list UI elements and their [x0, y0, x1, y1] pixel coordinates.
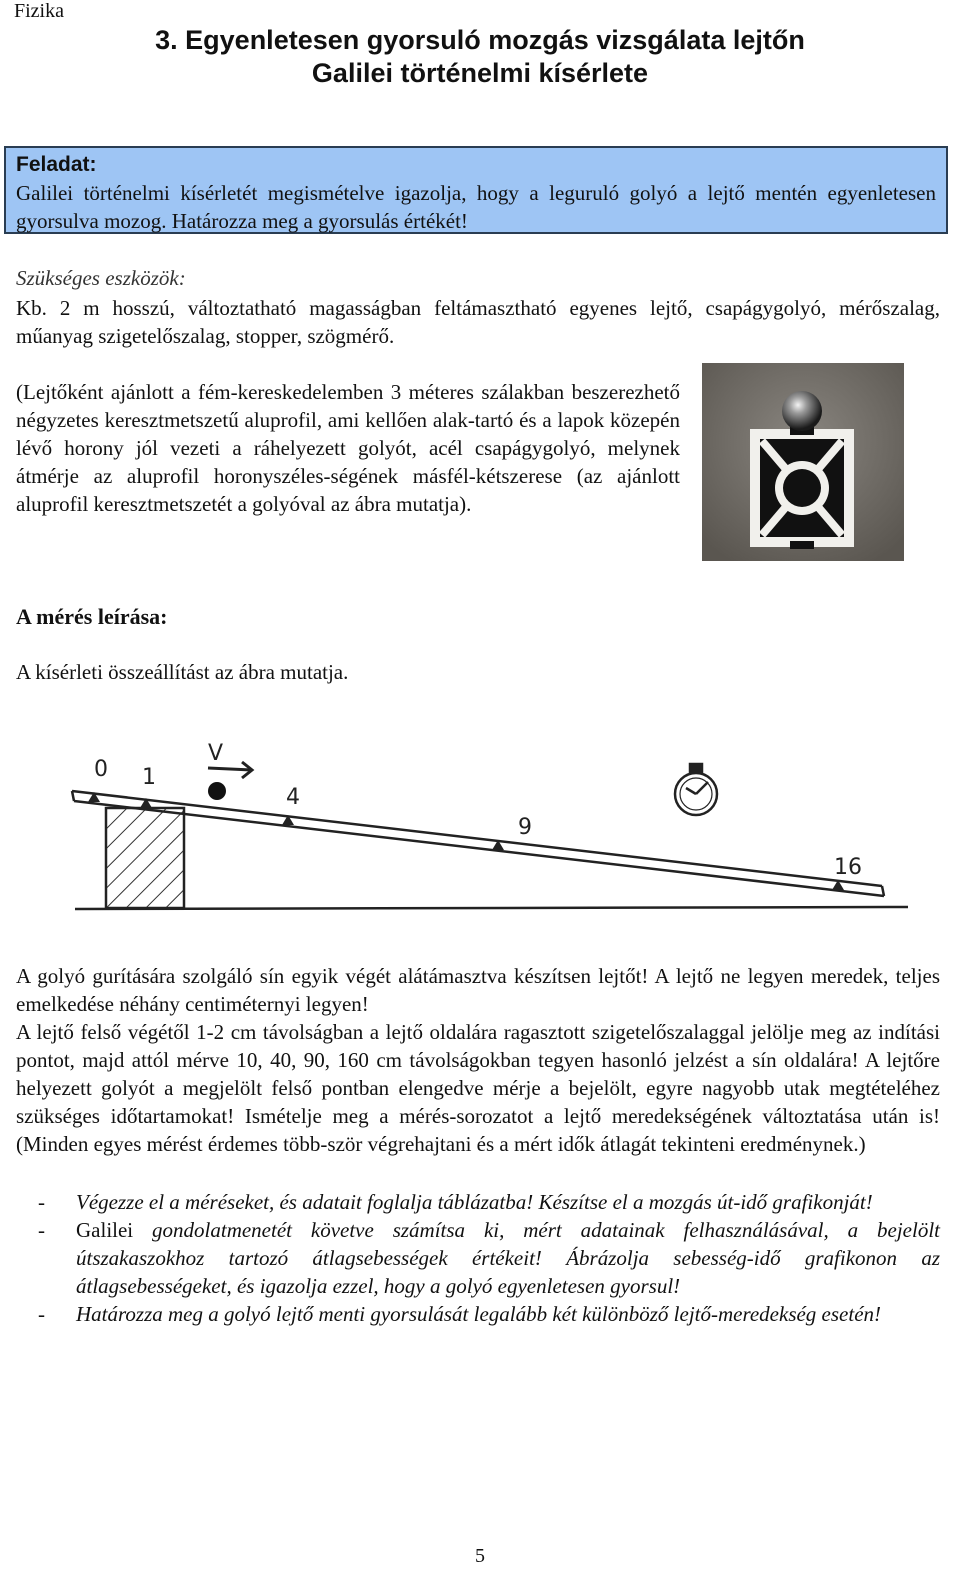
task-text: Galilei történelmi kísérletét megismételve igazolja, hogy a leguruló golyó a lejtő mentén egyenletesen gyorsulva mozog. Határozza meg a gyorsulás értékét! — [16, 181, 936, 233]
aluprofile-photo — [702, 363, 904, 561]
task-heading: Feladat: — [16, 153, 97, 176]
title-line-2: Galilei történelmi kísérlete — [311, 58, 649, 88]
velocity-label: V — [208, 741, 224, 766]
mark-16-label: 16 — [834, 855, 862, 880]
list-item-text: Határozza meg a golyó lejtő menti gyorsulását legalább két különböző lejtő-meredekség esetén! — [76, 1302, 882, 1326]
stopwatch-icon — [675, 764, 717, 815]
ground-line — [75, 907, 908, 909]
ball-icon — [208, 782, 226, 800]
incline-rail — [72, 791, 884, 896]
list-item — [16, 1216, 940, 1300]
page-title — [0, 24, 960, 90]
list-item — [16, 1300, 940, 1328]
list-dash: - — [38, 1302, 45, 1326]
list-dash: - — [38, 1190, 45, 1214]
title-line-1: 3. Egyenletesen gyorsuló mozgás vizsgálata lejtőn — [155, 25, 805, 55]
page-number: 5 — [475, 1545, 485, 1567]
mark-4-label: 4 — [286, 785, 300, 810]
procedure-paragraph-1: A golyó gurítására szolgáló sín egyik végét alátámasztva készítsen lejtőt! A lejtő ne legyen meredek, teljes emelkedése néhány centiméternyi legyen! — [16, 964, 940, 1016]
aluprofile-note: (Lejtőként ajánlott a fém-kereskedelemben 3 méteres szálakban beszerezhető négyzetes keresztmetszetű aluprofil, ami kellően alak-tartó és a lapok közepén lévő horony jól vezeti a ráhelyezett golyót, acél csapágygolyó, melynek átmérje az aluprofil horonyszéles-ségének másfél-kétszerese (az ajánlott aluprofil keresztmetszetét a golyóval az ábra mutatja). — [16, 380, 680, 516]
list-item-text: gondolatmenetét követve számítsa ki, mért adatainak felhasználásával, a bejelölt útszakaszokhoz tartozó átlagsebességek értékeit! Ábrázolja sebesség-idő grafikonon az átlagsebességeket, és igazolja ezzel, hogy a golyó egyenletesen gyorsul! — [76, 1218, 940, 1298]
list-dash: - — [38, 1218, 45, 1242]
task-box — [4, 146, 948, 234]
procedure-text — [16, 962, 940, 1158]
list-item-text: Végezze el a méréseket, és adatait foglalja táblázatba! Készítse el a mozgás út-idő grafikonját! — [76, 1190, 873, 1214]
list-item — [16, 1188, 940, 1216]
tools-heading: Szükséges eszközök: — [16, 266, 186, 290]
subject-header: Fizika — [14, 0, 64, 22]
tools-text: Kb. 2 m hosszú, változtatható magasságban feltámasztható egyenes lejtő, csapágygolyó, mérőszalag, műanyag szigetelőszalag, stopper, szögmérő. — [16, 296, 940, 348]
measurement-intro: A kísérleti összeállítást az ábra mutatja. — [16, 660, 349, 684]
task-list — [16, 1188, 940, 1328]
mark-0-label: 0 — [94, 757, 108, 782]
support-block — [106, 808, 184, 908]
measurement-heading: A mérés leírása: — [16, 604, 168, 629]
incline-diagram — [40, 736, 920, 966]
procedure-paragraph-2: A lejtő felső végétől 1-2 cm távolságban a lejtő oldalára ragasztott szigetelőszalaggal jelölje meg az indítási pontot, majd attól mérve 10, 40, 90, 160 cm távolságokban tegyen hasonló jelzést a sín oldalára! A lejtőre helyezett golyót a megjelölt felső pontban elengedve mérje a bejelölt, egyre nagyobb utak megtételéhez szükséges időtartamokat! Ismételje meg a mérés-sorozatot a lejtő meredekségének változtatása után is! (Minden egyes mérést érdemes több-ször végrehajtani és a mért idők átlagát tekinteni eredménynek.) — [16, 1020, 940, 1156]
mark-9-label: 9 — [518, 815, 532, 840]
list-item-prefix: Galilei — [76, 1218, 153, 1242]
mark-1-label: 1 — [142, 765, 156, 790]
